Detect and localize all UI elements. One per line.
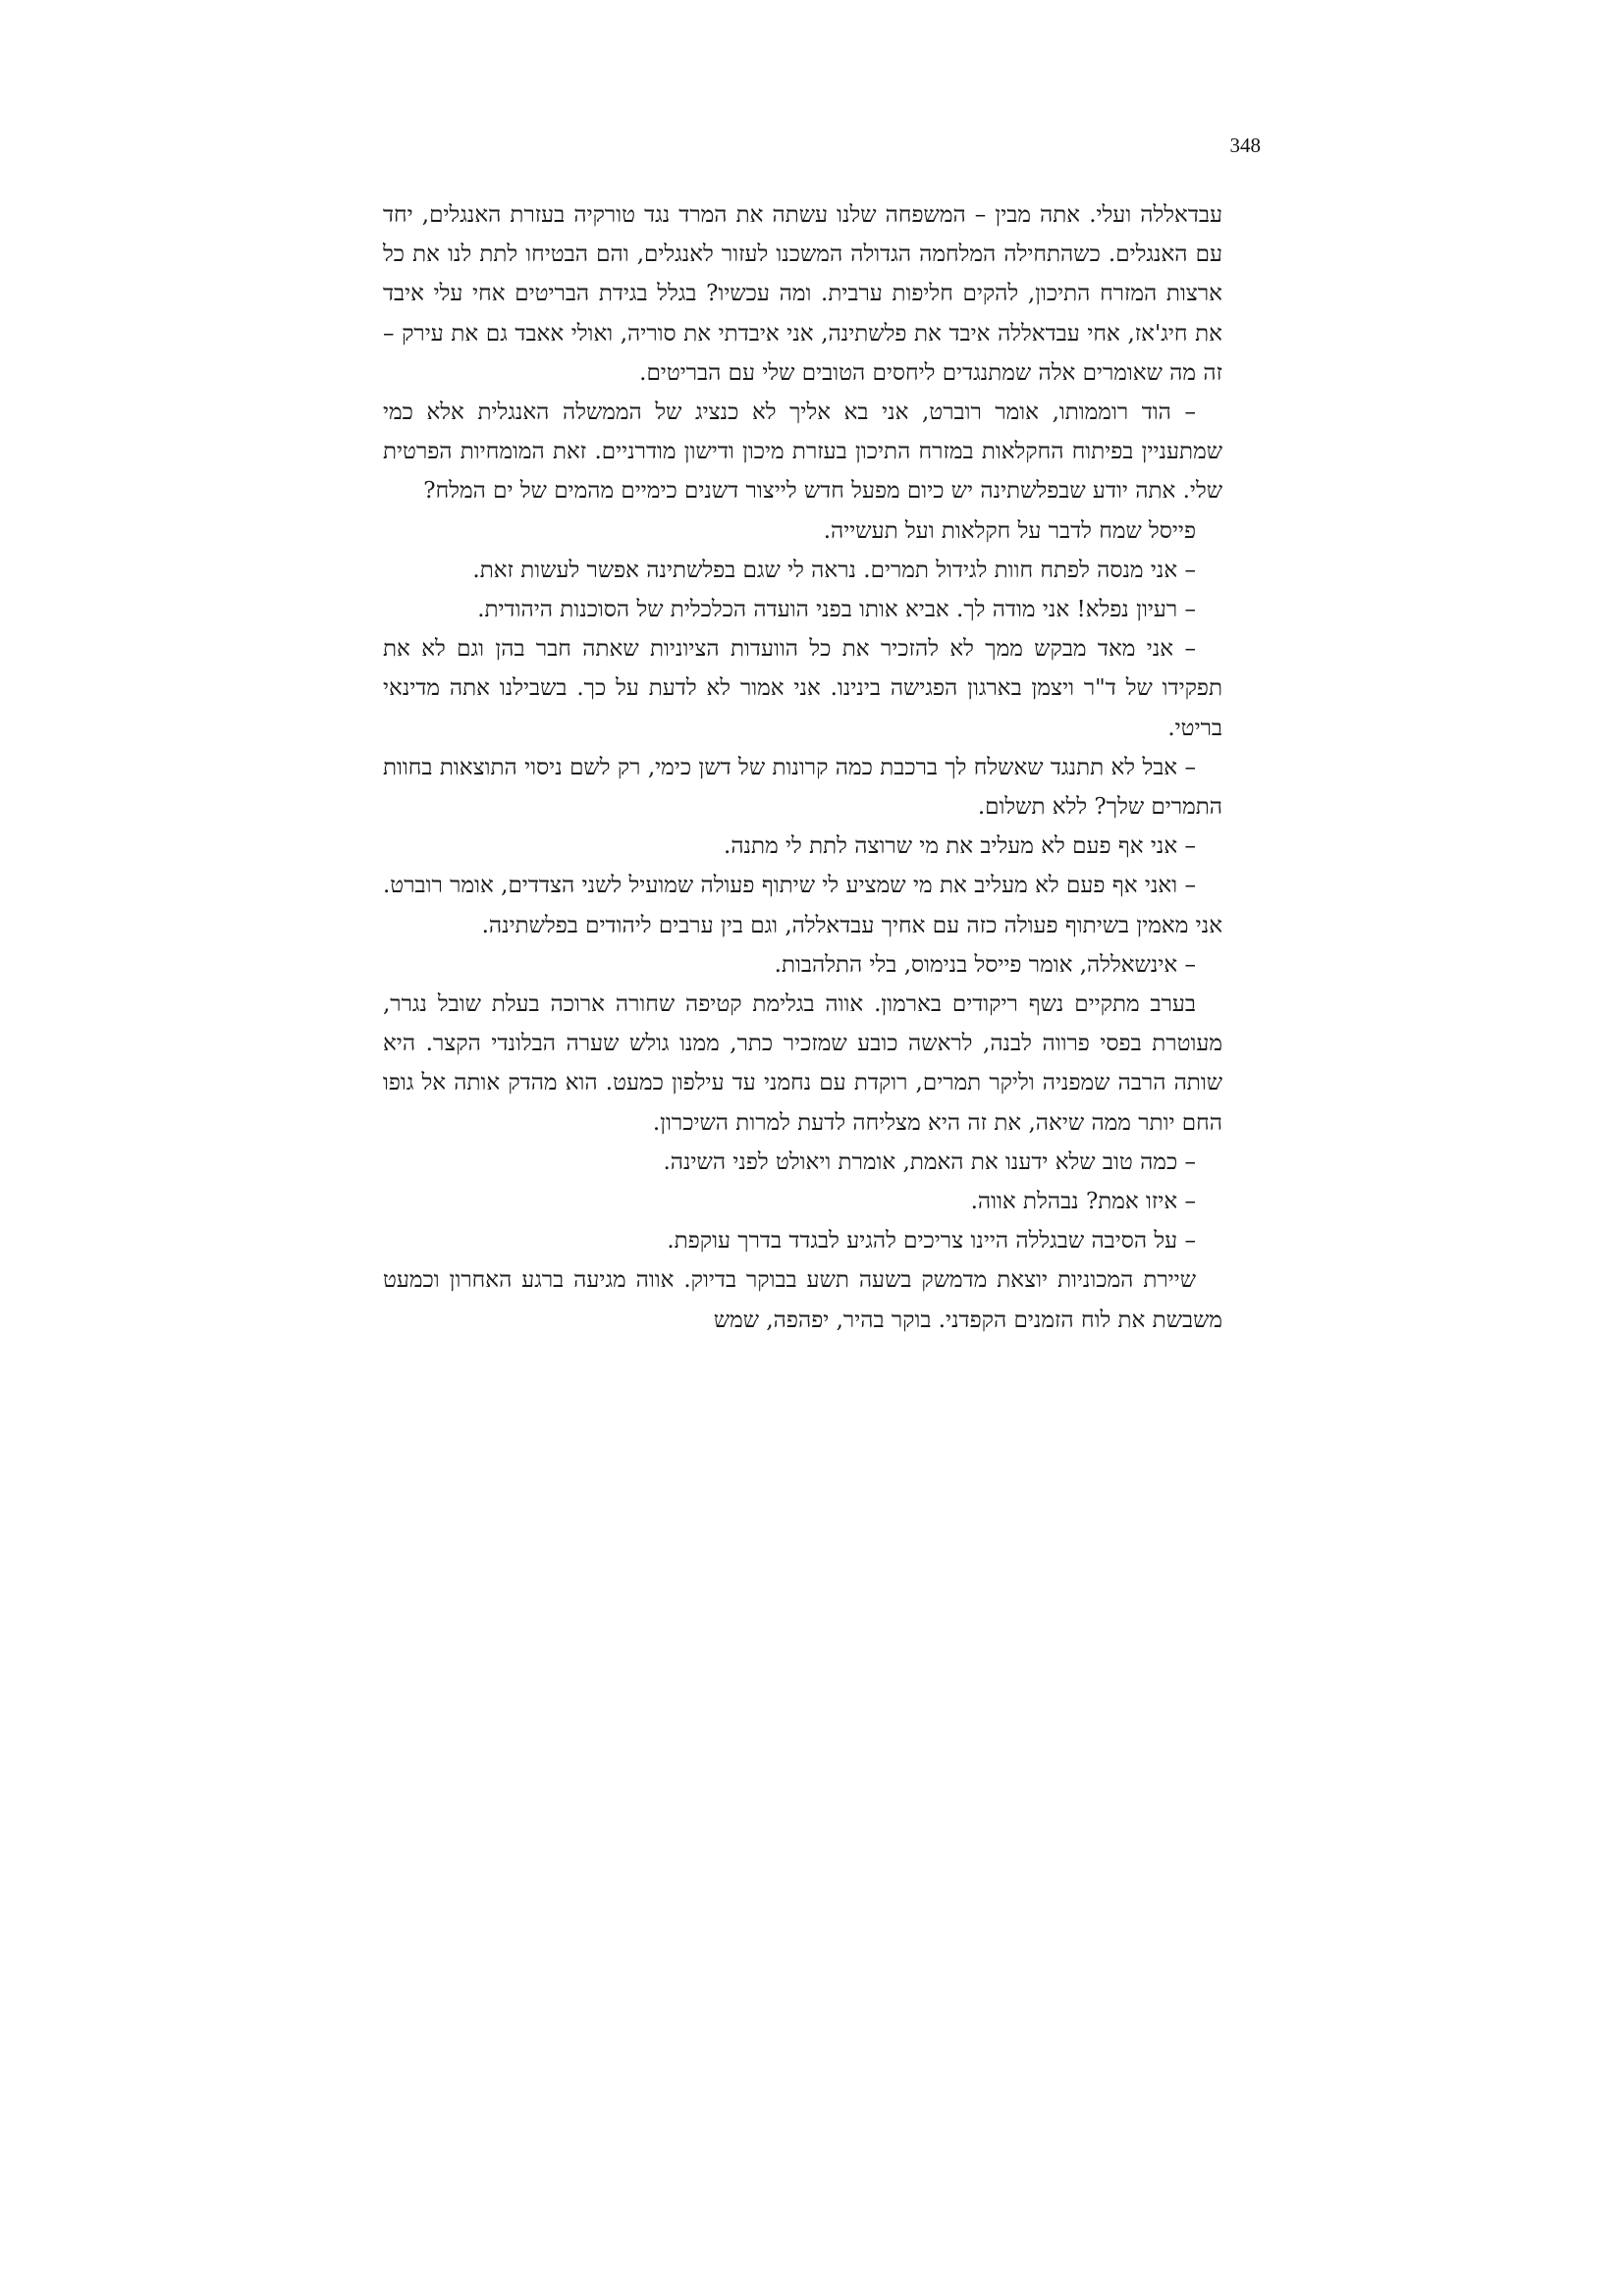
paragraph: – הוד רוממותו, אומר רוברט, אני בא אליך לא כנציג של הממשלה האנגלית אלא כמי שמתעניין בפיתוח החקלאות במזרח התיכון בעזרת מיכון ודישון מודרניים. זאת המומחיות הפרטית שלי. אתה יודע שבפלשתינה יש כיום מפעל חדש לייצור דשנים כימיים מהמים של ים המלח? bbox=[383, 400, 1222, 505]
paragraph: – אני אף פעם לא מעליב את מי שרוצה לתת לי מתנה. bbox=[724, 833, 1196, 860]
paragraph: – ואני אף פעם לא מעליב את מי שמציע לי שיתוף פעולה שמועיל לשני הצדדים, אומר רוברט. אני מאמין בשיתוף פעולה כזה עם אחיך עבדאללה, וגם בין ערבים ליהודים בפלשתינה. bbox=[383, 873, 1222, 938]
paragraph: – אינשאללה, אומר פייסל בנימוס, בלי התלהבות. bbox=[774, 951, 1196, 978]
paragraph: – אני מנסה לפתח חוות לגידול תמרים. נראה לי שגם בפלשתינה אפשר לעשות זאת. bbox=[472, 557, 1196, 583]
paragraph: – אני מאד מבקש ממך לא להזכיר את כל הוועדות הציוניות שאתה חבר בהן וגם לא את תפקידו של ד"ר ויצמן בארגון הפגישה בינינו. אני אמור לא לדעת על כך. בשבילנו אתה מדינאי בריטי. bbox=[383, 636, 1222, 741]
paragraph: – אבל לא תתנגד שאשלח לך ברכבת כמה קרונות של דשן כימי, רק לשם ניסוי התוצאות בחוות התמרים שלך? ללא תשלום. bbox=[383, 754, 1222, 821]
body-text bbox=[383, 195, 1222, 1340]
paragraph: – איזו אמת? נבהלת אווה. bbox=[970, 1189, 1196, 1215]
page-number: 348 bbox=[1229, 133, 1261, 157]
paragraph: בערב מתקיים נשף ריקודים בארמון. אווה בגלימת קטיפה שחורה ארוכה בעלת שובל נגרר, מעוטרת בפסי פרווה לבנה, לראשה כובע שמזכיר כתר, ממנו גולש שערה הבלונדי הקצר. היא שותה הרבה שמפניה וליקר תמרים, רוקדת עם נחמני עד עילפון כמעט. הוא מהדק אותה אל גופו החם יותר ממה שיאה, את זה היא מצליחה לדעת למרות השיכרון. bbox=[383, 991, 1222, 1136]
paragraph: – כמה טוב שלא ידענו את האמת, אומרת ויאולט לפני השינה. bbox=[663, 1148, 1196, 1175]
paragraph: שיירת המכוניות יוצאת מדמשק בשעה תשע בבוקר בדיוק. אווה מגיעה ברגע האחרון וכמעט משבשת את לוח הזמנים הקפדני. בוקר בהיר, יפהפה, שמש bbox=[383, 1267, 1222, 1333]
paragraph: – על הסיבה שבגללה היינו צריכים להגיע לבגדד בדרך עוקפת. bbox=[667, 1228, 1196, 1255]
paragraph: עבדאללה ועלי. אתה מבין – המשפחה שלנו עשתה את המרד נגד טורקיה בעזרת האנגלים, יחד עם האנגלים. כשהתחילה המלחמה הגדולה המשכנו לעזור לאנגלים, והם הבטיחו לתת לנו את כל ארצות המזרח התיכון, להקים חליפות ערבית. ומה עכשיו? בגלל בגידת הבריטים אחי עלי איבד את חיג'אז, אחי עבדאללה איבד את פלשתינה, אני איבדתי את סוריה, ואולי אאבד גם את עירק – זה מה שאומרים אלה שמתנגדים ליחסים הטובים שלי עם הבריטים. bbox=[383, 202, 1222, 386]
paragraph: – רעיון נפלא! אני מודה לך. אביא אותו בפני הועדה הכלכלית של הסוכנות היהודית. bbox=[477, 597, 1196, 623]
paragraph: פייסל שמח לדבר על חקלאות ועל תעשייה. bbox=[823, 517, 1196, 544]
